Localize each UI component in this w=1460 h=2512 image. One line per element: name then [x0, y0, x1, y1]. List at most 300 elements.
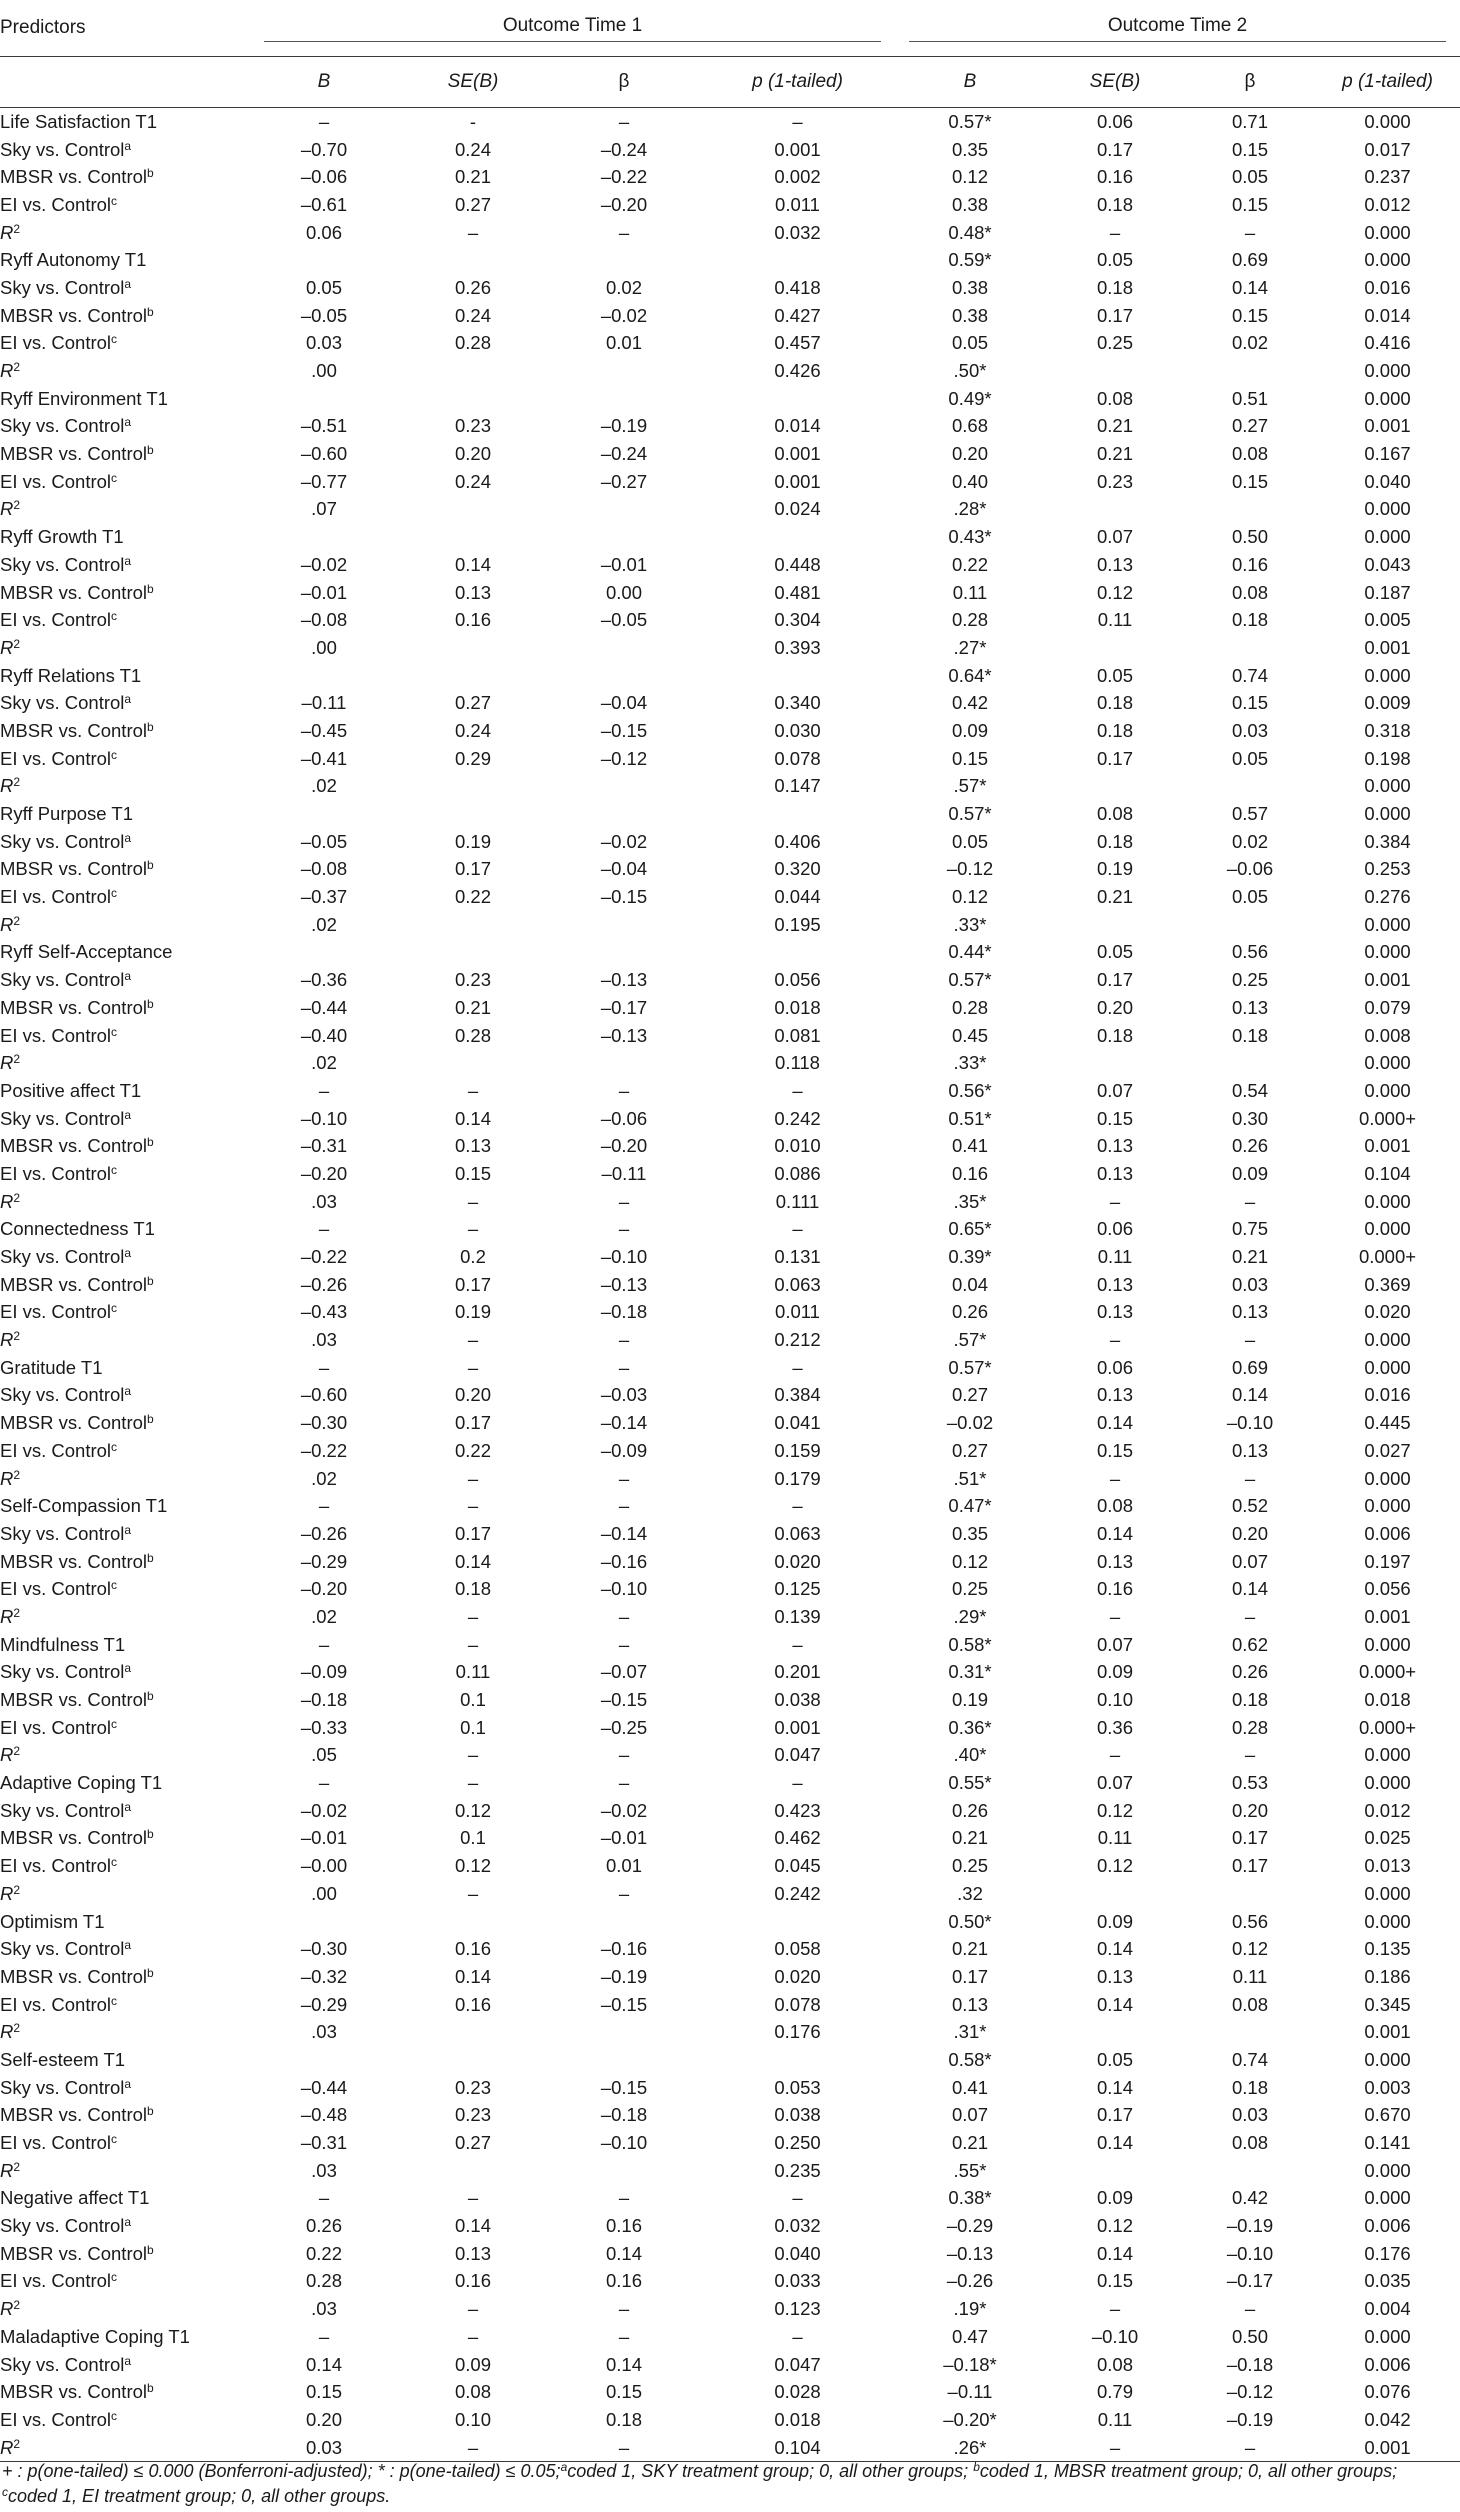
outcome-time1-header: Outcome Time 1: [250, 0, 895, 57]
cell-seb-t2: 0.17: [1097, 304, 1134, 326]
table-row: [0, 2240, 1460, 2268]
cell-p-t2: 0.197: [1364, 1550, 1411, 1572]
predictor-label-text: MBSR vs. Control: [0, 2104, 148, 2126]
cell-beta-t1: –0.27: [600, 470, 648, 492]
predictor-label-text: MBSR vs. Control: [0, 1135, 148, 1157]
cell-b-t1: –: [318, 2187, 330, 2209]
col-beta-t2: β: [1185, 57, 1315, 108]
cell-seb-t1: 0.27: [454, 2132, 491, 2154]
cell-seb-t1: –: [467, 1633, 479, 1655]
cell-beta-t2: 0.16: [1232, 553, 1269, 575]
cell-beta-t2: 0.03: [1232, 1273, 1269, 1295]
cell-seb-t1: 0.27: [454, 692, 491, 714]
cell-p-t2: 0.000+: [1358, 1716, 1417, 1738]
table-row: [0, 717, 1460, 745]
cell-p-t1: –: [792, 1218, 803, 1240]
cell-b-t2: 0.35: [952, 1522, 989, 1544]
cell-beta-t2: 0.18: [1232, 609, 1269, 631]
cell-seb-t1: 0.23: [454, 415, 491, 437]
predictor-label: [0, 2018, 250, 2046]
cell-b-t2: 0.64*: [948, 664, 992, 686]
cell-seb-t2: 0.11: [1097, 1827, 1133, 1849]
cell-seb-t1: [398, 496, 548, 524]
cell-b-t2: 0.22: [952, 553, 989, 575]
cell-b-t2: .57*: [953, 1329, 987, 1351]
cell-p-t2: 0.001: [1364, 415, 1411, 437]
cell-seb-t1: 0.17: [454, 1273, 491, 1295]
table-row: [0, 634, 1460, 662]
predictor-label-text: EI vs. Control: [0, 193, 112, 215]
predictor-superscript: b: [147, 1273, 154, 1288]
cell-seb-t1: 0.24: [454, 470, 491, 492]
cell-b-t2: 0.51*: [948, 1107, 992, 1129]
cell-p-t1: 0.111: [775, 1190, 820, 1212]
cell-beta-t1: –0.10: [600, 1578, 648, 1600]
cell-p-t2: 0.384: [1364, 830, 1411, 852]
predictor-label-text: EI vs. Control: [0, 1716, 112, 1738]
col-b-t1: B: [250, 57, 398, 108]
cell-seb-t2: 0.14: [1097, 1412, 1134, 1434]
cell-b-t1: –0.02: [300, 553, 348, 575]
cell-p-t2: 0.253: [1364, 858, 1411, 880]
predictor-label: [0, 1963, 250, 1991]
cell-seb-t1: [398, 911, 548, 939]
predictor-label: [0, 2240, 250, 2268]
col-p-t2: p (1-tailed): [1315, 57, 1460, 108]
predictor-label: [0, 551, 250, 579]
predictor-label: [0, 1991, 250, 2019]
cell-b-t2: 0.12: [952, 886, 989, 908]
cell-p-t2: 0.004: [1364, 2298, 1411, 2320]
cell-beta-t1: –: [618, 1356, 630, 1378]
cell-seb-t1: 0.16: [454, 2270, 491, 2292]
cell-seb-t2: 0.11: [1097, 2408, 1133, 2430]
predictor-label: [0, 2102, 250, 2130]
cell-b-t2: 0.47: [952, 2325, 989, 2347]
cell-b-t2: 0.40: [952, 470, 989, 492]
predictor-superscript: c: [111, 1301, 118, 1316]
cell-seb-t2: 0.07: [1097, 1079, 1134, 1101]
cell-b-t2: –0.26: [946, 2270, 994, 2292]
predictor-label: [0, 1714, 250, 1742]
cell-beta-t1: –0.20: [600, 193, 648, 215]
predictor-label: [0, 1022, 250, 1050]
cell-seb-t2: 0.09: [1097, 2187, 1134, 2209]
cell-seb-t1: 0.24: [454, 304, 491, 326]
predictor-label: [0, 1603, 250, 1631]
cell-p-t2: 0.056: [1364, 1578, 1411, 1600]
cell-seb-t1: [398, 246, 548, 274]
cell-beta-t1: –0.06: [600, 1107, 648, 1129]
cell-seb-t2: 0.17: [1097, 969, 1134, 991]
cell-seb-t1: 0.14: [454, 1965, 491, 1987]
cell-b-t2: 0.28: [952, 609, 989, 631]
predictor-label: [0, 800, 250, 828]
table-row: [0, 302, 1460, 330]
cell-beta-t1: –0.01: [600, 553, 648, 575]
cell-beta-t2: 0.11: [1232, 1965, 1268, 1987]
cell-seb-t2: 0.12: [1097, 2215, 1134, 2237]
predictor-label-text: EI vs. Control: [0, 609, 112, 631]
cell-b-t2: 0.38: [952, 193, 989, 215]
cell-b-t1: .03: [311, 1190, 337, 1212]
cell-seb-t1: 0.24: [454, 719, 491, 741]
cell-beta-t1: –0.13: [600, 1273, 648, 1295]
predictor-superscript: a: [124, 276, 132, 291]
cell-seb-t1: 0.23: [454, 969, 491, 991]
predictor-label: [0, 606, 250, 634]
cell-beta-t2: 0.03: [1232, 719, 1269, 741]
cell-beta-t1: –: [618, 1079, 630, 1101]
predictor-superscript: a: [124, 692, 132, 707]
cell-p-t1: 0.320: [774, 858, 821, 880]
cell-b-t1: .03: [311, 2298, 337, 2320]
table-row: [0, 1409, 1460, 1437]
cell-p-t2: 0.009: [1364, 692, 1411, 714]
cell-seb-t2: 0.16: [1097, 1578, 1134, 1600]
predictor-label-text: R: [0, 2159, 14, 2181]
cell-b-t1: –0.09: [300, 1661, 348, 1683]
cell-seb-t2: 0.08: [1097, 387, 1134, 409]
table-row: [0, 1852, 1460, 1880]
table-row: [0, 1299, 1460, 1327]
cell-p-t2: 0.000: [1364, 526, 1411, 548]
predictor-label: [0, 883, 250, 911]
table-row: [0, 828, 1460, 856]
table-row: [0, 2129, 1460, 2157]
cell-beta-t1: –: [618, 2298, 630, 2320]
cell-seb-t1: –: [467, 2187, 479, 2209]
cell-beta-t1: –0.20: [600, 1135, 648, 1157]
table-row-section: [0, 1354, 1460, 1382]
cell-b-t2: 0.31*: [948, 1661, 992, 1683]
predictor-superscript: c: [111, 886, 118, 901]
cell-seb-t2: 0.05: [1097, 249, 1134, 271]
cell-b-t2: .55*: [953, 2159, 987, 2181]
cell-seb-t1: 0.1: [460, 1689, 486, 1711]
cell-p-t1: 0.139: [774, 1605, 821, 1627]
cell-b-t1: –0.44: [300, 2076, 348, 2098]
table-row: [0, 745, 1460, 773]
predictor-label: [0, 717, 250, 745]
cell-seb-t2: 0.08: [1097, 803, 1134, 825]
cell-p-t1: 0.047: [774, 1744, 821, 1766]
cell-seb-t1: 0.29: [454, 747, 491, 769]
header-row-groups: [0, 0, 1460, 57]
cell-beta-t2: 0.02: [1232, 830, 1269, 852]
predictor-label: [0, 1382, 250, 1410]
predictor-superscript: b: [147, 2242, 154, 2257]
cell-beta-t2: 0.03: [1232, 2104, 1269, 2126]
table-row: [0, 1271, 1460, 1299]
cell-seb-t1: 0.28: [454, 1024, 491, 1046]
cell-seb-t2: 0.05: [1097, 664, 1134, 686]
cell-beta-t2: –0.19: [1226, 2215, 1274, 2237]
predictor-label-text: Ryff Environment T1: [0, 387, 168, 409]
cell-seb-t2: 0.08: [1097, 2353, 1134, 2375]
cell-b-t1: –0.40: [300, 1024, 348, 1046]
predictor-label: [0, 2185, 250, 2213]
cell-beta-t1: [548, 523, 700, 551]
cell-seb-t1: –: [467, 221, 479, 243]
cell-beta-t2: 0.18: [1232, 2076, 1269, 2098]
cell-beta-t1: –: [618, 1190, 630, 1212]
cell-beta-t2: [1185, 1049, 1315, 1077]
cell-p-t1: 0.123: [774, 2298, 821, 2320]
cell-seb-t2: 0.16: [1097, 166, 1134, 188]
cell-seb-t2: 0.13: [1097, 1384, 1134, 1406]
cell-p-t1: 0.159: [774, 1439, 821, 1461]
cell-seb-t1: [398, 773, 548, 801]
predictor-superscript: 2: [13, 1190, 21, 1205]
cell-b-t2: .57*: [953, 775, 987, 797]
predictor-label-text: R: [0, 1190, 14, 1212]
cell-b-t1: –0.01: [300, 1827, 348, 1849]
cell-p-t1: –: [792, 110, 803, 132]
predictor-superscript: a: [124, 1938, 132, 1953]
cell-seb-t1: 0.24: [454, 138, 491, 160]
cell-p-t1: [700, 939, 895, 967]
cell-seb-t2: [1045, 496, 1185, 524]
cell-p-t2: 0.187: [1364, 581, 1411, 603]
cell-b-t1: 0.26: [305, 2215, 342, 2237]
table-row: [0, 1714, 1460, 1742]
cell-b-t2: .31*: [953, 2021, 987, 2043]
cell-p-t2: 0.040: [1364, 470, 1411, 492]
predictor-superscript: 2: [13, 636, 21, 651]
predictor-label: [0, 828, 250, 856]
cell-beta-t1: –0.25: [600, 1716, 648, 1738]
predictor-label: [0, 1160, 250, 1188]
cell-beta-t2: –: [1244, 1744, 1256, 1766]
predictor-label: [0, 1548, 250, 1576]
cell-beta-t1: –: [618, 1882, 630, 1904]
cell-seb-t1: [398, 662, 548, 690]
cell-b-t2: 0.43*: [948, 526, 992, 548]
cell-b-t1: –0.70: [300, 138, 348, 160]
cell-b-t1: –0.08: [300, 609, 348, 631]
cell-b-t2: .50*: [953, 360, 987, 382]
cell-p-t2: 0.001: [1364, 1135, 1411, 1157]
cell-b-t1: –0.06: [300, 166, 348, 188]
cell-b-t1: –0.29: [300, 1993, 348, 2015]
predictor-label-text: MBSR vs. Control: [0, 2242, 148, 2264]
predictor-label-text: MBSR vs. Control: [0, 1412, 148, 1434]
table-row: [0, 1991, 1460, 2019]
cell-p-t1: 0.056: [774, 969, 821, 991]
cell-beta-t2: 0.71: [1232, 110, 1269, 132]
table-row: [0, 1520, 1460, 1548]
table-row-section: [0, 1908, 1460, 1936]
cell-b-t1: .02: [311, 913, 337, 935]
cell-beta-t1: –: [618, 1772, 630, 1794]
cell-beta-t1: [548, 2046, 700, 2074]
cell-seb-t1: [398, 1049, 548, 1077]
cell-b-t1: .07: [311, 498, 337, 520]
cell-seb-t1: 0.22: [454, 1439, 491, 1461]
cell-b-t1: .03: [311, 2021, 337, 2043]
cell-p-t1: 0.063: [774, 1522, 821, 1544]
predictor-superscript: 2: [13, 1052, 21, 1067]
cell-b-t2: 0.38*: [948, 2187, 992, 2209]
predictor-label: [0, 634, 250, 662]
cell-b-t2: 0.59*: [948, 249, 992, 271]
cell-beta-t2: 0.17: [1232, 1855, 1269, 1877]
cell-beta-t2: 0.13: [1232, 1439, 1269, 1461]
cell-b-t2: .35*: [953, 1190, 987, 1212]
table-row: [0, 1132, 1460, 1160]
cell-p-t2: 0.000: [1364, 2159, 1411, 2181]
cell-seb-t1: –: [467, 2325, 479, 2347]
cell-b-t2: 0.50*: [948, 1910, 992, 1932]
cell-b-t2: –0.29: [946, 2215, 994, 2237]
cell-b-t1: –0.20: [300, 1162, 348, 1184]
cell-b-t1: –0.31: [300, 2132, 348, 2154]
cell-seb-t1: [398, 2046, 548, 2074]
cell-beta-t2: 0.27: [1232, 415, 1269, 437]
cell-b-t2: 0.58*: [948, 2048, 992, 2070]
cell-seb-t2: –: [1109, 1329, 1121, 1351]
table-row: [0, 2351, 1460, 2379]
predictor-label: [0, 1520, 250, 1548]
cell-p-t1: 0.250: [774, 2132, 821, 2154]
table-row-section: [0, 2185, 1460, 2213]
cell-beta-t1: –0.04: [600, 858, 648, 880]
cell-b-t1: [250, 939, 398, 967]
cell-p-t2: 0.198: [1364, 747, 1411, 769]
cell-seb-t1: 0.16: [454, 1993, 491, 2015]
cell-beta-t2: 0.75: [1232, 1218, 1269, 1240]
cell-p-t1: 0.028: [774, 2381, 821, 2403]
cell-b-t2: 0.65*: [948, 1218, 992, 1240]
cell-b-t1: .00: [311, 636, 337, 658]
cell-beta-t2: 0.69: [1232, 1356, 1269, 1378]
cell-b-t1: .02: [311, 1605, 337, 1627]
cell-p-t2: 0.369: [1364, 1273, 1411, 1295]
cell-p-t1: 0.086: [774, 1162, 821, 1184]
table-row: [0, 2406, 1460, 2434]
table-row: [0, 1326, 1460, 1354]
cell-beta-t2: [1185, 634, 1315, 662]
predictor-label-text: R: [0, 360, 14, 382]
predictor-superscript: c: [111, 1024, 118, 1039]
predictor-superscript: c: [111, 1716, 118, 1731]
table-row: [0, 1963, 1460, 1991]
cell-beta-t2: –: [1244, 2298, 1256, 2320]
cell-b-t1: –: [318, 1218, 330, 1240]
cell-p-t1: –: [792, 1356, 803, 1378]
cell-beta-t1: [548, 939, 700, 967]
cell-p-t1: 0.384: [774, 1384, 821, 1406]
predictor-label: [0, 856, 250, 884]
cell-beta-t1: –0.04: [600, 692, 648, 714]
cell-seb-t1: –: [467, 1190, 479, 1212]
cell-seb-t1: 0.19: [454, 1301, 491, 1323]
cell-b-t2: 0.20: [952, 443, 989, 465]
table-row: [0, 1575, 1460, 1603]
table-row: [0, 579, 1460, 607]
predictor-superscript: a: [124, 1522, 132, 1537]
cell-b-t1: [250, 1908, 398, 1936]
cell-beta-t2: 0.08: [1232, 2132, 1269, 2154]
predictor-superscript: a: [124, 969, 132, 984]
cell-seb-t2: 0.15: [1097, 1107, 1134, 1129]
cell-seb-t1: 0.16: [454, 609, 491, 631]
cell-p-t1: 0.147: [774, 775, 821, 797]
cell-seb-t2: 0.11: [1097, 609, 1133, 631]
cell-beta-t2: 0.56: [1232, 1910, 1269, 1932]
table-row-section: [0, 800, 1460, 828]
cell-b-t1: –0.26: [300, 1273, 348, 1295]
cell-seb-t2: 0.18: [1097, 193, 1134, 215]
predictor-superscript: b: [147, 1689, 154, 1704]
cell-seb-t2: 0.11: [1097, 1246, 1133, 1268]
predictor-label-text: R: [0, 1052, 14, 1074]
cell-p-t2: 0.000: [1364, 1910, 1411, 1932]
predictor-superscript: c: [111, 1993, 118, 2008]
predictor-label-text: Sky vs. Control: [0, 2215, 125, 2237]
cell-seb-t1: 0.14: [454, 1107, 491, 1129]
table-row: [0, 911, 1460, 939]
cell-p-t1: 0.340: [774, 692, 821, 714]
outcome-time2-header: Outcome Time 2: [895, 0, 1460, 57]
cell-b-t1: –0.60: [300, 1384, 348, 1406]
cell-p-t1: 0.448: [774, 553, 821, 575]
predictor-label-text: Sky vs. Control: [0, 1246, 125, 1268]
predictor-superscript: c: [111, 1439, 118, 1454]
table-row: [0, 1935, 1460, 1963]
cell-seb-t1: 0.16: [454, 1938, 491, 1960]
predictor-label-text: Sky vs. Control: [0, 138, 125, 160]
cell-p-t2: 0.104: [1364, 1162, 1411, 1184]
cell-p-t1: 0.032: [774, 2215, 821, 2237]
predictor-label-text: R: [0, 498, 14, 520]
predictor-label-text: Sky vs. Control: [0, 1938, 125, 1960]
cell-seb-t1: 0.22: [454, 886, 491, 908]
cell-seb-t1: 0.17: [454, 1412, 491, 1434]
cell-seb-t2: 0.12: [1097, 581, 1134, 603]
predictor-superscript: c: [111, 1162, 118, 1177]
predictor-label-text: Negative affect T1: [0, 2187, 150, 2209]
cell-beta-t1: –: [618, 221, 630, 243]
predictor-superscript: a: [124, 138, 132, 153]
cell-seb-t2: 0.21: [1097, 443, 1134, 465]
cell-seb-t1: 0.20: [454, 1384, 491, 1406]
predictor-label-text: EI vs. Control: [0, 1301, 112, 1323]
cell-beta-t1: –0.07: [600, 1661, 648, 1683]
cell-beta-t1: [548, 385, 700, 413]
cell-b-t1: –0.48: [300, 2104, 348, 2126]
cell-p-t1: 0.393: [774, 636, 821, 658]
predictor-label-text: Sky vs. Control: [0, 1661, 125, 1683]
cell-b-t2: 0.42: [952, 692, 989, 714]
predictor-label: [0, 1797, 250, 1825]
cell-b-t2: 0.12: [952, 1550, 989, 1572]
predictor-superscript: 2: [13, 2436, 21, 2451]
cell-b-t1: –0.30: [300, 1412, 348, 1434]
cell-seb-t2: [1045, 773, 1185, 801]
predictor-superscript: 2: [13, 1329, 21, 1344]
cell-b-t1: –0.36: [300, 969, 348, 991]
cell-p-t2: 0.014: [1364, 304, 1411, 326]
cell-beta-t2: [1185, 773, 1315, 801]
cell-seb-t2: [1045, 2157, 1185, 2185]
cell-p-t1: 0.041: [774, 1412, 821, 1434]
predictor-label: [0, 773, 250, 801]
cell-b-t1: .02: [311, 775, 337, 797]
predictor-label-text: MBSR vs. Control: [0, 1550, 148, 1572]
cell-p-t1: 0.304: [774, 609, 821, 631]
